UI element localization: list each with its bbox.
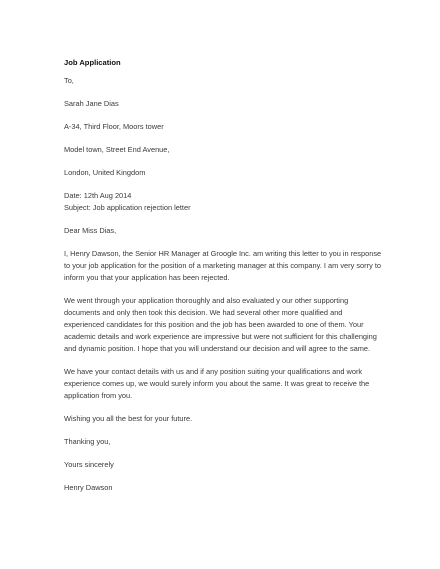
paragraph-2	[64, 295, 384, 355]
address-line-2: Model town, Street End Avenue,	[64, 145, 170, 154]
address-line-1: A-34, Third Floor, Moors tower	[64, 122, 164, 131]
wishes-line: Wishing you all the best for your future.	[64, 414, 193, 423]
letter-body	[64, 57, 384, 494]
signature-name: Henry Dawson	[64, 483, 113, 492]
paragraph-1	[64, 248, 384, 284]
paragraph-line: I, Henry Dawson, the Senior HR Manager at Groogle Inc. am writing this letter to you in response	[64, 249, 382, 258]
paragraph-line: inform you that your application has been rejected.	[64, 273, 230, 282]
paragraph-line: We have your contact details with us and if any position suiting your qualifications and work	[64, 367, 363, 376]
salutation: Dear Miss Dias,	[64, 226, 117, 235]
paragraph-line: We went through your application thoroughly and also evaluated y our other supporting	[64, 296, 349, 305]
closing-line: Yours sincerely	[64, 460, 114, 469]
paragraph-line: application from you.	[64, 391, 133, 400]
paragraph-3	[64, 366, 384, 402]
paragraph-line: to your job application for the position of a marketing manager at this company. I am very sorry to	[64, 261, 381, 270]
paragraph-line: and dynamic position. I hope that you will understand our decision and will agree to the same.	[64, 344, 371, 353]
letter-subject: Subject: Job application rejection letter	[64, 203, 191, 212]
to-line: To,	[64, 76, 74, 85]
paragraph-line: documents and only then took this decision. We had several other more qualified and	[64, 308, 343, 317]
thanks-line: Thanking you,	[64, 437, 111, 446]
paragraph-line: experience comes up, we would surely inform you about the same. It was great to receive the	[64, 379, 370, 388]
paragraph-line: experienced candidates for this position and the job has been awarded to one of them. Your	[64, 320, 364, 329]
address-line-3: London, United Kingdom	[64, 168, 146, 177]
recipient-name: Sarah Jane Dias	[64, 99, 119, 108]
paragraph-line: academic details and work experience are impressive but were not sufficient for this challenging	[64, 332, 377, 341]
letter-title: Job Application	[64, 58, 121, 67]
letter-date: Date: 12th Aug 2014	[64, 191, 132, 200]
